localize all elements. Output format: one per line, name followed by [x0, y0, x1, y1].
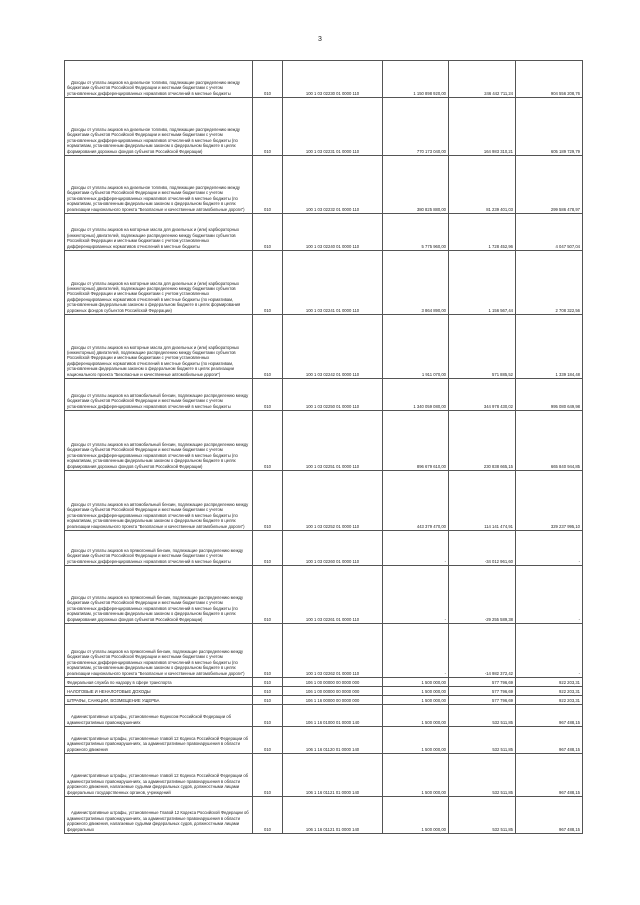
executed-amount-cell: 577 796,69 [449, 687, 516, 696]
revenue-name-cell: Доходы от уплаты акцизов на автомобильный бензин, подлежащие распределению между бюджетами субъектов Российской Федерации и местными бюджетами с учетом установленных дифференцированных нормативов отчислений в местные бюджеты [65, 379, 253, 411]
page-number: 3 [318, 36, 322, 43]
line-code-cell: 010 [253, 696, 283, 705]
table-row [65, 156, 583, 214]
approved-plan-cell: 5 775 960,00 [383, 214, 449, 251]
unexecuted-amount-cell: - [516, 531, 583, 566]
budget-classification-code-cell: 100 1 03 02240 01 0000 110 [283, 214, 383, 251]
revenue-name-cell: Доходы от уплаты акцизов на моторные масла для дизельных и (или) карбюраторных (инжекторных) двигателей, подлежащие распределению между бюджетами субъектов Российской Федерации и местными бюджетами с учетом установленных дифференцированных нормативов отчислений в местные бюджеты [65, 214, 253, 251]
line-code-cell: 010 [253, 98, 283, 156]
executed-amount-cell: 1 156 567,44 [449, 251, 516, 315]
line-code-cell: 010 [253, 61, 283, 98]
executed-amount-cell: 164 983 310,21 [449, 98, 516, 156]
budget-classification-code-cell: 106 1 16 01121 01 0000 140 [283, 754, 383, 797]
table-row [65, 315, 583, 379]
table-row [65, 566, 583, 624]
budget-classification-code-cell: 100 1 03 02260 01 0000 110 [283, 531, 383, 566]
revenue-name-cell: Доходы от уплаты акцизов на дизельное топливо, подлежащие распределению между бюджетами субъектов Российской Федерации и местными бюджетами с учетом установленных дифференцированных нормативов отчислений в местные бюджеты (по нормативам, установленным федеральным законом о федеральном бюджете в целях формирования дорожных фондов субъектов Российской Федерации) [65, 98, 253, 156]
budget-classification-code-cell: 100 1 03 02232 01 0000 110 [283, 156, 383, 214]
table-row [65, 687, 583, 696]
revenue-name-cell: Доходы от уплаты акцизов на автомобильный бензин, подлежащие распределению между бюджетами субъектов Российской Федерации и местными бюджетами с учетом установленных дифференцированных нормативов отчислений в местные бюджеты (по нормативам, установленным федеральным законом о федеральном бюджете в целях формирования дорожных фондов субъектов Российской Федерации) [65, 411, 253, 471]
approved-plan-cell: 1 500 000,00 [383, 687, 449, 696]
approved-plan-cell: 3 864 890,00 [383, 251, 449, 315]
unexecuted-amount-cell: 967 488,15 [516, 727, 583, 754]
budget-classification-code-cell: 100 1 03 02252 01 0000 110 [283, 471, 383, 531]
line-code-cell: 010 [253, 624, 283, 678]
approved-plan-cell: 1 500 000,00 [383, 727, 449, 754]
unexecuted-amount-cell: - [516, 624, 583, 678]
executed-amount-cell: 571 885,52 [449, 315, 516, 379]
unexecuted-amount-cell: 299 586 478,97 [516, 156, 583, 214]
executed-amount-cell: 1 728 452,96 [449, 214, 516, 251]
executed-amount-cell: 344 978 430,02 [449, 379, 516, 411]
line-code-cell: 010 [253, 315, 283, 379]
line-code-cell: 010 [253, 411, 283, 471]
executed-amount-cell: 532 511,85 [449, 797, 516, 834]
executed-amount-cell: 532 511,85 [449, 754, 516, 797]
revenue-name-cell: Доходы от уплаты акцизов на прямогонный бензин, подлежащие распределению между бюджетами субъектов Российской Федерации и местными бюджетами с учетом установленных дифференцированных нормативов отчислений в местные бюджеты (по нормативам, установленным федеральным законом о федеральном бюджете в целях реализации национального проекта "Безопасные и качественные автомобильные дороги") [65, 624, 253, 678]
executed-amount-cell: 532 511,85 [449, 705, 516, 727]
table-row [65, 471, 583, 531]
unexecuted-amount-cell: 329 237 995,10 [516, 471, 583, 531]
unexecuted-amount-cell: 922 203,31 [516, 687, 583, 696]
line-code-cell: 010 [253, 531, 283, 566]
budget-classification-code-cell: 106 1 16 01000 01 0000 140 [283, 705, 383, 727]
budget-classification-code-cell: 100 1 03 02241 01 0000 110 [283, 251, 383, 315]
approved-plan-cell: - [383, 531, 449, 566]
revenue-name-cell: Административные штрафы, установленные Кодексом Российской Федерации об административных правонарушениях [65, 705, 253, 727]
revenue-name-cell: Доходы от уплаты акцизов на прямогонный бензин, подлежащие распределению между бюджетами субъектов Российской Федерации и местными бюджетами с учетом установленных дифференцированных нормативов отчислений в местные бюджеты [65, 531, 253, 566]
executed-amount-cell: 246 442 711,24 [449, 61, 516, 98]
revenue-name-cell: Административные штрафы, установленные главой 12 Кодекса Российской Федерации об административных правонарушениях, за административные правонарушения в области дорожного движения [65, 727, 253, 754]
budget-classification-code-cell: 100 1 03 02242 01 0000 110 [283, 315, 383, 379]
revenue-name-cell: Административные штрафы, установленные главой 12 Кодекса Российской Федерации об административных правонарушениях, за административные правонарушения в области дорожного движения, налагаемые судьями федеральных судов, должностными лицами федеральных государственных органов, учреждений [65, 754, 253, 797]
unexecuted-amount-cell: 665 840 944,85 [516, 411, 583, 471]
unexecuted-amount-cell: 605 189 729,79 [516, 98, 583, 156]
line-code-cell: 010 [253, 687, 283, 696]
budget-classification-code-cell: 106 1 00 00000 00 0000 000 [283, 678, 383, 687]
approved-plan-cell: 443 379 470,00 [383, 471, 449, 531]
budget-classification-code-cell: 106 1 16 01120 01 0000 140 [283, 727, 383, 754]
table-row [65, 797, 583, 834]
budget-classification-code-cell: 100 1 03 02230 01 0000 110 [283, 61, 383, 98]
unexecuted-amount-cell: 967 488,15 [516, 754, 583, 797]
approved-plan-cell: - [383, 624, 449, 678]
unexecuted-amount-cell: 1 339 184,48 [516, 315, 583, 379]
executed-amount-cell: 81 239 401,03 [449, 156, 516, 214]
approved-plan-cell: - [383, 566, 449, 624]
executed-amount-cell: -29 255 589,38 [449, 566, 516, 624]
line-code-cell: 010 [253, 156, 283, 214]
unexecuted-amount-cell: 4 047 507,04 [516, 214, 583, 251]
line-code-cell: 010 [253, 797, 283, 834]
table-row [65, 696, 583, 705]
table-row [65, 98, 583, 156]
unexecuted-amount-cell: - [516, 566, 583, 624]
line-code-cell: 010 [253, 678, 283, 687]
revenue-name-cell: Административные штрафы, установленные Главой 12 Кодекса Российской Федерации об административных правонарушениях, за административные правонарушения в области дорожного движения, налагаемые судьями федеральных судов, должностными лицами федеральных [65, 797, 253, 834]
line-code-cell: 010 [253, 705, 283, 727]
approved-plan-cell: 1 500 000,00 [383, 754, 449, 797]
table-row [65, 678, 583, 687]
budget-classification-code-cell: 100 1 03 02261 01 0000 110 [283, 566, 383, 624]
budget-classification-code-cell: 100 1 03 02262 01 0000 110 [283, 624, 383, 678]
approved-plan-cell: 1 150 898 920,00 [383, 61, 449, 98]
approved-plan-cell: 1 911 070,00 [383, 315, 449, 379]
line-code-cell: 010 [253, 471, 283, 531]
executed-amount-cell: -14 982 372,42 [449, 624, 516, 678]
table-row [65, 214, 583, 251]
budget-classification-code-cell: 106 1 16 00000 00 0000 000 [283, 696, 383, 705]
revenue-name-cell: Федеральная служба по надзору в сфере транспорта [65, 678, 253, 687]
revenue-name-cell: НАЛОГОВЫЕ И НЕНАЛОГОВЫЕ ДОХОДЫ [65, 687, 253, 696]
unexecuted-amount-cell: 922 203,31 [516, 678, 583, 687]
line-code-cell: 010 [253, 251, 283, 315]
line-code-cell: 010 [253, 727, 283, 754]
budget-classification-code-cell: 100 1 03 02231 01 0000 110 [283, 98, 383, 156]
approved-plan-cell: 1 340 059 080,00 [383, 379, 449, 411]
revenue-name-cell: Доходы от уплаты акцизов на дизельное топливо, подлежащие распределению между бюджетами субъектов Российской Федерации и местными бюджетами с учетом установленных дифференцированных нормативов отчислений в местные бюджеты [65, 61, 253, 98]
table-row [65, 754, 583, 797]
table-row [65, 379, 583, 411]
line-code-cell: 010 [253, 214, 283, 251]
table-row [65, 411, 583, 471]
revenue-name-cell: Доходы от уплаты акцизов на моторные масла для дизельных и (или) карбюраторных (инжекторных) двигателей, подлежащие распределению между бюджетами субъектов Российской Федерации и местными бюджетами с учетом установленных дифференцированных нормативов отчислений в местные бюджеты (по нормативам, установленным федеральным законом о федеральном бюджете в целях реализации национального проекта "Безопасные и качественные автомобильные дороги") [65, 315, 253, 379]
revenue-name-cell: ШТРАФЫ, САНКЦИИ, ВОЗМЕЩЕНИЕ УЩЕРБА [65, 696, 253, 705]
approved-plan-cell: 1 500 000,00 [383, 797, 449, 834]
table-row [65, 251, 583, 315]
budget-classification-code-cell: 106 1 00 00000 00 0000 000 [283, 687, 383, 696]
table-row [65, 531, 583, 566]
approved-plan-cell: 1 500 000,00 [383, 705, 449, 727]
approved-plan-cell: 770 173 040,00 [383, 98, 449, 156]
approved-plan-cell: 896 679 610,00 [383, 411, 449, 471]
revenue-name-cell: Доходы от уплаты акцизов на автомобильный бензин, подлежащие распределению между бюджетами субъектов Российской Федерации и местными бюджетами с учетом установленных дифференцированных нормативов отчислений в местные бюджеты (по нормативам, установленным федеральным законом о федеральном бюджете в целях реализации национального проекта "Безопасные и качественные автомобильные дороги") [65, 471, 253, 531]
budget-revenue-table [64, 60, 583, 834]
executed-amount-cell: 114 141 474,91 [449, 471, 516, 531]
line-code-cell: 010 [253, 754, 283, 797]
executed-amount-cell: 577 796,69 [449, 696, 516, 705]
unexecuted-amount-cell: 904 556 208,76 [516, 61, 583, 98]
unexecuted-amount-cell: 995 080 649,98 [516, 379, 583, 411]
unexecuted-amount-cell: 967 488,15 [516, 705, 583, 727]
executed-amount-cell: 532 511,85 [449, 727, 516, 754]
revenue-name-cell: Доходы от уплаты акцизов на моторные масла для дизельных и (или) карбюраторных (инжекторных) двигателей, подлежащие распределению между бюджетами субъектов Российской Федерации и местными бюджетами с учетом установленных дифференцированных нормативов отчислений в местные бюджеты (по нормативам, установленным федеральным законом о федеральном бюджете в целях формирования дорожных фондов субъектов Российской Федерации) [65, 251, 253, 315]
revenue-name-cell: Доходы от уплаты акцизов на прямогонный бензин, подлежащие распределению между бюджетами субъектов Российской Федерации и местными бюджетами с учетом установленных дифференцированных нормативов отчислений в местные бюджеты (по нормативам, установленным федеральным законом о федеральном бюджете в целях формирования дорожных фондов субъектов Российской Федерации) [65, 566, 253, 624]
unexecuted-amount-cell: 2 708 322,56 [516, 251, 583, 315]
unexecuted-amount-cell: 922 203,31 [516, 696, 583, 705]
table-row [65, 624, 583, 678]
table-row [65, 727, 583, 754]
table-row [65, 705, 583, 727]
executed-amount-cell: -34 012 961,60 [449, 531, 516, 566]
approved-plan-cell: 1 500 000,00 [383, 696, 449, 705]
line-code-cell: 010 [253, 379, 283, 411]
line-code-cell: 010 [253, 566, 283, 624]
approved-plan-cell: 1 500 000,00 [383, 678, 449, 687]
approved-plan-cell: 380 825 880,00 [383, 156, 449, 214]
budget-classification-code-cell: 106 1 16 01121 01 0000 140 [283, 797, 383, 834]
unexecuted-amount-cell: 967 488,15 [516, 797, 583, 834]
executed-amount-cell: 230 838 665,15 [449, 411, 516, 471]
budget-classification-code-cell: 100 1 03 02251 01 0000 110 [283, 411, 383, 471]
budget-classification-code-cell: 100 1 03 02250 01 0000 110 [283, 379, 383, 411]
table-row [65, 61, 583, 98]
executed-amount-cell: 577 796,69 [449, 678, 516, 687]
revenue-name-cell: Доходы от уплаты акцизов на дизельное топливо, подлежащие распределению между бюджетами субъектов Российской Федерации и местными бюджетами с учетом установленных дифференцированных нормативов отчислений в местные бюджеты (по нормативам, установленным федеральным законом о федеральном бюджете в целях реализации национального проекта "Безопасные и качественные автомобильные дороги") [65, 156, 253, 214]
